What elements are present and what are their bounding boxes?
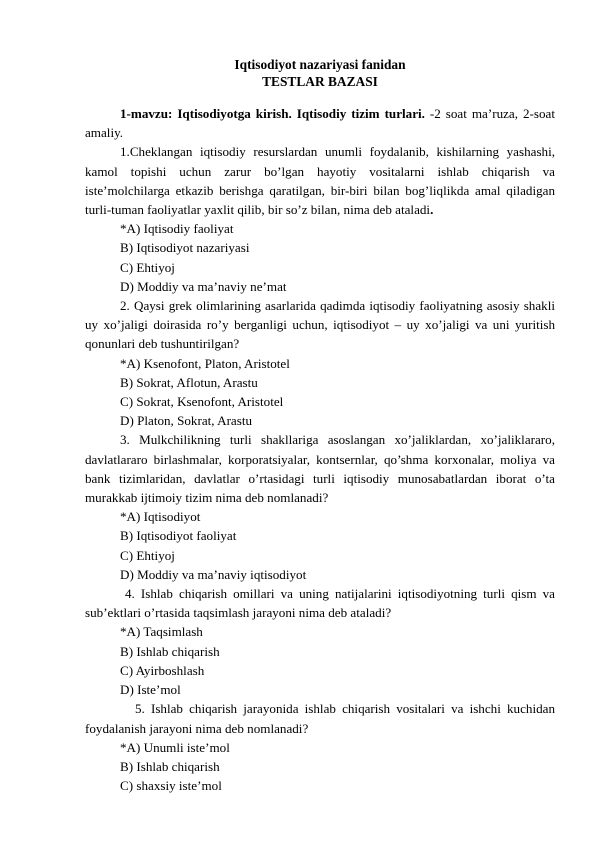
question-4 [85, 584, 555, 622]
answer-option: C) shaxsiy iste’mol [120, 778, 222, 794]
topic-hours: -2 soat ma’ruza, 2-soat amaliy. [85, 106, 555, 141]
answer-option: D) Platon, Sokrat, Arastu [120, 413, 253, 429]
answer-option: B) Ishlab chiqarish [120, 758, 220, 774]
question-2 [85, 296, 555, 354]
answer-option: *A) Iqtisodiy faoliyat [120, 221, 234, 237]
answer-option: *A) Taqsimlash [120, 624, 203, 640]
answer-option: B) Sokrat, Aflotun, Arastu [120, 374, 258, 390]
document-subtitle: TESTLAR BAZASI [262, 74, 378, 89]
answer-option: C) Ayirboshlash [120, 662, 205, 678]
answer-option: B) Iqtisodiyot nazariyasi [120, 240, 250, 256]
question-text: 3. Mulkchilikning turli shakllariga asoslangan xo’jaliklardan, xo’jaliklararo, davlatlararo birlashmalar, korporatsiyalar, kontsernlar, qo’shma korxonalar, moliya va bank tizimlaridan, davlatlar o’rtasidagi turli iqtisodiy munosabatlardan iborat o’ta murakkab ijtimoiy tizim nima deb nomlanadi? [85, 432, 555, 506]
question-text: 5. Ishlab chiqarish jarayonida ishlab chiqarish vositalari va ishchi kuchidan foydalanish jarayoni nima deb nomlanadi? [85, 701, 555, 736]
question-3 [85, 430, 555, 507]
answer-option: B) Iqtisodiyot faoliyat [120, 528, 237, 544]
document-page [85, 56, 555, 795]
document-title: Iqtisodiyot nazariyasi fanidan [234, 57, 406, 72]
answer-option: *A) Iqtisodiyot [120, 509, 201, 525]
question-text: 4. Ishlab chiqarish omillari va uning natijalarini iqtisodiyotning turli qism va sub’ektlari o’rtasida taqsimlash jarayoni nima deb ataladi? [85, 586, 555, 621]
question-end: . [430, 202, 434, 218]
answer-option: D) Iste’mol [120, 682, 181, 698]
answer-option: B) Ishlab chiqarish [120, 643, 220, 659]
answer-option: C) Ehtiyoj [120, 547, 175, 563]
answer-option: *A) Ksenofont, Platon, Aristotel [120, 355, 290, 371]
answer-option: D) Moddiy va ma’naviy iqtisodiyot [120, 566, 307, 582]
question-5 [85, 699, 555, 737]
question-1 [85, 142, 555, 219]
question-text: 2. Qaysi grek olimlarining asarlarida qadimda iqtisodiy faoliyatning asosiy shakli uy xo’jaligi doirasida ro’y berganligi uchun, iqtisodiyot – uy xo’jaligi va uni yuritish qonunlari deb tushuntirilgan? [85, 298, 555, 352]
topic-heading: 1-mavzu: Iqtisodiyotga kirish. Iqtisodiy tizim turlari. [120, 106, 425, 121]
question-text: 1.Cheklangan iqtisodiy resurslardan unumli foydalanib, kishilarning yashashi, kamol topishi uchun zarur bo’lgan hayotiy vositalarni ishlab chiqarish va iste’molchilarga etkazib berishga qaratilgan, bir-biri bilan bog’liqlikda amal qiladigan turli-tuman faoliyatlar yaxlit qilib, bir so’z bilan, nima deb ataladi [85, 144, 555, 218]
answer-option: *A) Unumli iste’mol [120, 739, 230, 755]
answer-option: C) Sokrat, Ksenofont, Aristotel [120, 394, 284, 410]
answer-option: D) Moddiy va ma’naviy ne’mat [120, 278, 287, 294]
topic-paragraph [85, 104, 555, 142]
answer-option: C) Ehtiyoj [120, 259, 175, 275]
